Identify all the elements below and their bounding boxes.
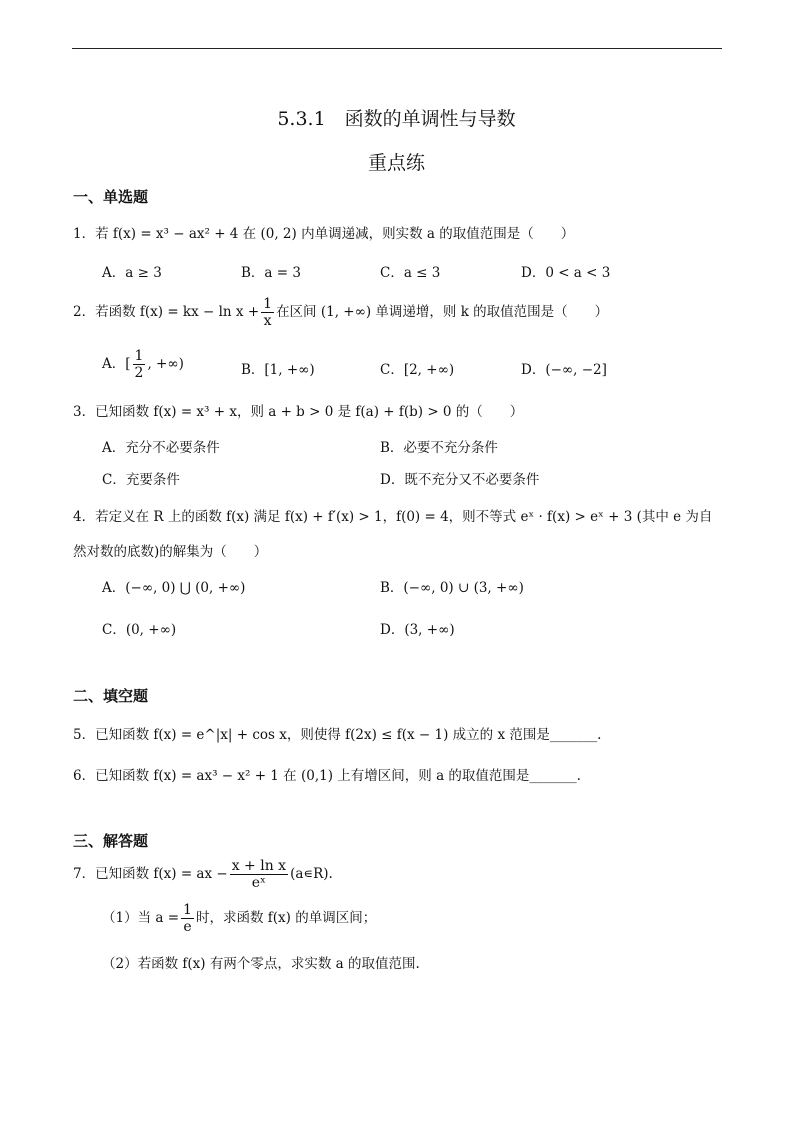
question-4-option-d: D．(3, +∞) [380, 622, 455, 638]
question-2-option-a-fraction [133, 348, 146, 381]
question-3-option-b: B．必要不充分条件 [380, 440, 498, 456]
question-7-stem-after: (a∊R). [290, 866, 333, 882]
question-4-stem-line-1: 4．若定义在 R 上的函数 f(x) 满足 f(x) + f′(x) > 1，f(0) = 4，则不等式 eˣ · f(x) > eˣ + 3 (其中 e 为自 [73, 509, 713, 525]
header-rule [72, 48, 722, 49]
question-1-option-a: A．a ≥ 3 [102, 265, 162, 281]
question-2-option-a-suffix: , +∞) [147, 356, 184, 372]
question-7-part-1-numerator: 1 [183, 902, 192, 918]
question-2-option-a-prefix: A．[ [102, 356, 131, 372]
question-2-stem [73, 296, 608, 329]
question-4-option-c: C．(0, +∞) [102, 622, 177, 638]
question-1-option-b: B．a = 3 [241, 265, 301, 281]
question-1-stem: 1．若 f(x) = x³ − ax² + 4 在 (0, 2) 内单调递减，则实数 a 的取值范围是（ ） [73, 226, 575, 242]
question-3-option-c: C．充要条件 [102, 472, 180, 488]
question-3-option-d: D．既不充分又不必要条件 [380, 472, 540, 488]
question-2-option-c: C．[2, +∞) [380, 362, 455, 378]
question-2-option-a-numerator: 1 [134, 348, 144, 364]
question-7-part-1-denominator: e [183, 919, 192, 935]
section-heading-fill-blank: 二、填空题 [73, 687, 149, 705]
section-heading-solve: 三、解答题 [73, 832, 149, 850]
question-7-fraction [230, 858, 288, 891]
question-2-fraction-denominator: x [263, 313, 272, 329]
question-7-fraction-denominator: eˣ [251, 875, 266, 891]
question-2-fraction-numerator: 1 [263, 296, 273, 312]
question-2-option-a [102, 348, 184, 381]
question-2-stem-before: 2．若函数 f(x) = kx − ln x + [73, 304, 260, 320]
question-7-fraction-numerator: x + ln x [231, 858, 287, 874]
question-1-option-d: D．0 < a < 3 [521, 265, 611, 281]
question-6-stem: 6．已知函数 f(x) = ax³ − x² + 1 在 (0,1) 上有增区间，则 a 的取值范围是_______. [73, 768, 581, 784]
page-title: 5.3.1 函数的单调性与导数 [277, 108, 516, 130]
question-4-option-a: A．(−∞, 0) ⋃ (0, +∞) [102, 580, 246, 596]
question-4-option-b: B．(−∞, 0) ∪ (3, +∞) [380, 580, 524, 596]
question-2-option-d: D．(−∞, −2] [521, 362, 607, 378]
question-5-stem: 5．已知函数 f(x) = e^|x| + cos x，则使得 f(2x) ≤ f(x − 1) 成立的 x 范围是_______. [73, 727, 602, 743]
question-3-option-a: A．充分不必要条件 [102, 440, 220, 456]
question-7-part-2: （2）若函数 f(x) 有两个零点，求实数 a 的取值范围. [102, 956, 420, 972]
question-2-option-a-denominator: 2 [134, 365, 144, 381]
question-3-stem: 3．已知函数 f(x) = x³ + x，则 a + b > 0 是 f(a) + f(b) > 0 的（ ） [73, 404, 524, 420]
question-7-part-1 [102, 902, 376, 935]
question-7-part-1-after: 时，求函数 f(x) 的单调区间； [195, 910, 377, 926]
question-1-option-c: C．a ≤ 3 [380, 265, 441, 281]
question-2-fraction [261, 296, 274, 329]
question-7-part-1-before: （1）当 a = [102, 910, 180, 926]
question-4-stem-line-2: 然对数的底数)的解集为（ ） [73, 544, 268, 560]
question-2-option-b: B．[1, +∞) [241, 362, 315, 378]
question-7-stem [73, 858, 333, 891]
section-heading-single-choice: 一、单选题 [73, 188, 149, 206]
page-subtitle: 重点练 [367, 152, 425, 174]
question-2-stem-after: 在区间 (1, +∞) 单调递增，则 k 的取值范围是（ ） [276, 304, 609, 320]
question-7-part-1-fraction [181, 902, 194, 935]
question-7-stem-before: 7．已知函数 f(x) = ax − [73, 866, 228, 882]
